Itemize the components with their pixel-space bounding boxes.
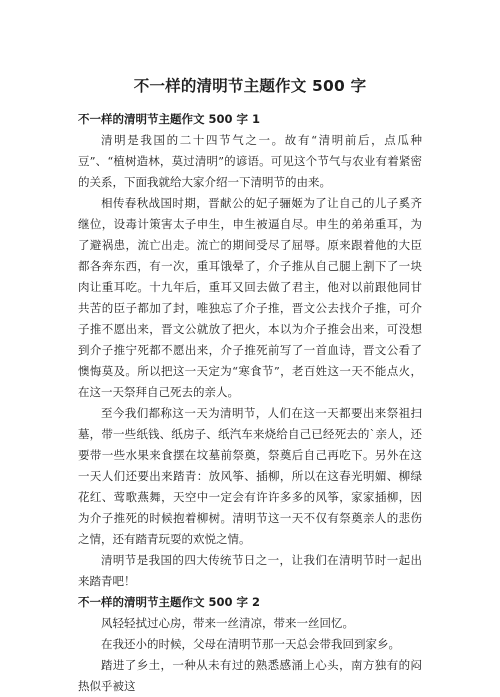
paragraph: 相传春秋战国时期，晋献公的妃子骊姬为了让自己的儿子奚齐继位，设毒计策害太子申生，申生被逼自尽。申生的弟弟重耳，为了避祸患，流亡出走。流亡的期间受尽了屈辱。原来跟着他的大臣都各奔东西，有一次，重耳饿晕了，介子推从自己腿上割下了一块肉让重耳吃。十九年后，重耳又回去做了君主，他对以前跟他同甘共苦的臣子都加了封，唯独忘了介子推，晋文公去找介子推，可介子推不愿出来，晋文公就放了把火，本以为介子推会出来，可没想到介子推宁死都不愿出来，介子推死前写了一首血诗，晋文公看了懊悔莫及。所以把这一天定为“寒食节”，老百姓这一天不能点火，在这一天祭拜自己死去的亲人。 xyxy=(78,196,422,399)
document-title: 不一样的清明节主题作文 500 字 xyxy=(133,77,367,95)
section-heading-2: 不一样的清明节主题作文 500 字 2 xyxy=(78,595,261,609)
paragraph: 在我还小的时候，父母在清明节那一天总会带我回到家乡。 xyxy=(101,637,400,651)
paragraph: 风轻轻拭过心房，带来一丝清凉，带来一丝回忆。 xyxy=(101,616,354,630)
paragraph: 清明节是我国的四大传统节日之一，让我们在清明节时一起出来踏青吧！ xyxy=(78,553,422,588)
paragraph: 踏进了乡土，一种从未有过的熟悉感涌上心头，南方独有的闷热似乎被这 xyxy=(78,658,422,693)
paragraph: 至今我们都称这一天为清明节，人们在这一天都要出来祭祖扫墓，带一些纸钱、纸房子、纸汽车来烧给自己已经死去的`亲人，还要带一些水果来食摆在坟墓前祭奠，祭奠后自己再吃下。另外在这一天人们还要出来踏青：放风筝、插柳，所以在这春光明媚、柳绿花红、莺歌燕舞，天空中一定会有许许多多的风筝，家家插柳，因为介子推死的时候抱着柳树。清明节这一天不仅有祭奠亲人的悲伤之情，还有踏青玩耍的欢悦之情。 xyxy=(78,406,422,546)
paragraph: 清明是我国的二十四节气之一。故有“清明前后，点瓜种豆”、“植树造林，莫过清明”的谚语。可见这个节气与农业有着紧密的关系，下面我就给大家介绍一下清明节的由来。 xyxy=(78,133,422,189)
section-heading-1: 不一样的清明节主题作文 500 字 1 xyxy=(78,112,261,126)
